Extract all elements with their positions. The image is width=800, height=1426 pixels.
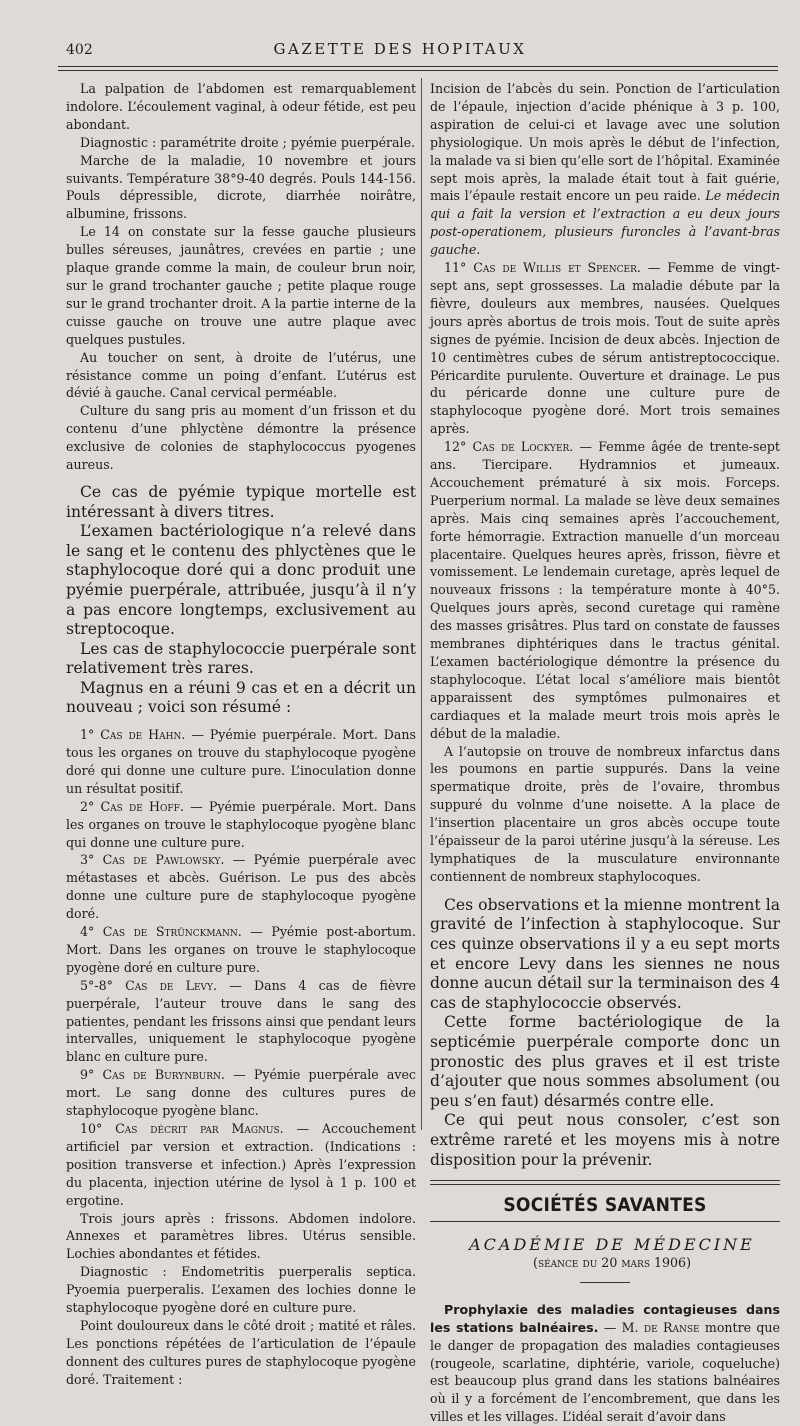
report-paragraph [430,1301,780,1426]
case-name: Cas de Levy. [125,977,217,993]
commentary-paragraph: L’examen bactériologique n’a relevé dans le sang et le contenu des phlyctènes que le staphylocoque doré qui a donc produit une pyémie puerpérale, attribuée, jusqu’à il n’y a pas encore longtemps, exclusivement au streptocoque. [66,522,416,639]
case-number: 4° [80,924,103,940]
commentary-paragraph: Ce qui peut nous consoler, c’est son extrême rareté et les moyens mis à notre disposition pour la prévenir. [430,1111,780,1169]
right-column [430,80,780,1426]
paragraph-text: Incision de l’abcès du sein. Ponction de l’articulation de l’épaule, injection d’acide phénique à 3 p. 100, aspiration de celui-ci et lavage avec une solution physiologique. Un mois après le début de l’infection, la malade va si bien qu’elle sort de l’hôpital. Examinée sept mois après, la malade était tout à fait guérie, mais l’épaule restait encore un peu raide. [430,81,780,204]
commentary-paragraph: Ces observations et la mienne montrent la gravité de l’infection à staphylocoque. Sur ces quinze observations il y a eu sept morts et encore Levy dans les siennes ne nous donne aucun détail sur la terminaison des 4 cas de staphylococcie observés. [430,895,780,1012]
case-text: — Pyémie puerpérale. Mort. Dans les organes on trouve le staphylocoque pyogène blanc qui donne une culture pure. [66,798,416,850]
case-name: Cas de Strünckmann. [102,924,242,940]
paragraph: Le 14 on constate sur la fesse gauche plusieurs bulles séreuses, jaunâtres, crevées en partie ; une plaque grande comme la main, de couleur brun noir, sur le grand trochanter gauche ; petite plaque rouge sur le grand trochanter droit. A la partie interne de la cuisse gauche on trouve une autre plaque avec quelques pustules. [66,224,416,347]
paren-open: ( [533,1254,538,1270]
report-dash: — M. [598,1319,644,1335]
commentary-paragraph: Cette forme bactériologique de la septicémie puerpérale comporte donc un pronostic des plus graves et il est triste d’ajouter que nous sommes absolument (ou peu s’en faut) désarmés contre elle. [430,1013,780,1110]
case-entry [430,438,780,742]
commentary-paragraph: Ce cas de pyémie typique mortelle est intéressant à divers titres. [66,482,416,521]
column-divider [421,78,422,1130]
case-entry [66,1120,416,1210]
left-column [66,80,416,1389]
commentary-paragraph: Les cas de staphylococcie puerpérale sont relativement très rares. [66,639,416,678]
paragraph: La palpation de l’abdomen est remarquablement indolore. L’écoulement vaginal, à odeur fétide, est peu abondant. [66,81,416,132]
case-entry [66,726,416,798]
case-name: Cas de Burynburn. [102,1067,225,1083]
case-number: 5°-8° [80,977,126,993]
commentary-paragraph: Magnus en a réuni 9 cas et en a décrit un nouveau ; voici son résumé : [66,678,416,717]
paragraph [430,80,780,259]
report-text: montre que le danger de propagation des maladies contagieuses (rougeole, scarlatine, diphtérie, variole, coqueluche) est beaucoup plus grand dans les stations balnéaires où il y a forcément de l’encombrement, que dans les villes et les villages. L’idéal serait d’avoir dans [430,1319,780,1425]
case-name: Cas de Pawlowsky. [102,852,225,868]
case-text: — Dans 4 cas de fièvre puerpérale, l’auteur trouve dans le sang des patientes, pendant les frissons ainsi que pendant leurs intervalles, uniquement le staphylocoque pyogène blanc en culture pure. [66,977,416,1065]
short-rule [580,1282,630,1283]
case-number: 3° [80,852,103,868]
paragraph: Diagnostic : Endometritis puerperalis septica. Pyoemia puerperalis. L’examen des lochies donne le staphylocoque pyogène doré en culture pure. [66,1264,416,1316]
journal-title: GAZETTE DES HOPITAUX [273,40,527,58]
paren-close: ) [686,1254,691,1270]
paragraph: Trois jours après : frissons. Abdomen indolore. Annexes et paramètres libres. Utérus sensible. Lochies abondantes et fétides. [66,1210,416,1262]
case-name: Cas de Willis et Spencer. [473,260,641,276]
case-name: Cas de Hahn. [100,727,186,743]
case-number: 1° [80,727,101,743]
case-number: 2° [80,798,101,814]
society-name: ACADÉMIE DE MÉDECINE [469,1235,755,1254]
case-number: 10° [80,1121,116,1136]
case-entry [66,1066,416,1120]
session-date-text: séance du 20 mars 1906 [537,1254,687,1270]
case-number: 12° [444,439,473,455]
paragraph: A l’autopsie on trouve de nombreux infarctus dans les poumons en partie suppurés. Dans la veine spermatique droite, près de l’ovaire, thrombus suppuré du volnme d’une noisette. A la place de l’insertion placentaire un gros abcès occupe toute l’épaisseur de la paroi utérine jusqu’à la séreuse. Les lymphatiques de la musculature environnante contiennent de nombreux staphylocoques. [430,743,780,884]
case-entry [66,977,416,1067]
case-name: Cas de Hoff. [100,798,184,814]
case-entry [66,923,416,977]
paragraph: Marche de la maladie, 10 novembre et jours suivants. Température 38°9-40 degrés. Pouls 144-156. Pouls dépressible, dicrote, diarrhée noirâtre, albumine, frissons. [66,152,416,222]
session-date [430,1254,780,1272]
case-text: — Pyémie post-abortum. Mort. Dans les organes on trouve le staphylocoque pyogène doré en culture pure. [66,924,416,975]
page-number: 402 [66,42,93,58]
paragraph: Au toucher on sent, à droite de l’utérus, une résistance comme un poing d’enfant. L’utérus est dévié à gauche. Canal cervical perméable. [66,349,416,401]
case-number: 9° [80,1067,103,1083]
report-title: Prophylaxie des maladies contagieuses dans les stations balnéaires. [430,1301,780,1335]
case-text: — Pyémie puerpérale. Mort. Dans tous les organes on trouve du staphylocoque pyogène doré qui donne une culture pure. L’inoculation donne un résultat positif. [66,727,416,796]
section-rule [430,1180,780,1185]
case-text: — Pyémie puerpérale avec mort. Le sang donne des cultures pures de staphylocoque pyogène blanc. [66,1067,416,1119]
case-text: — Accouchement artificiel par version et extraction. (Indications : position transverse et infection.) Après l’expression du placenta, injection utérine de lysol à 1 p. 100 et ergotine. [66,1121,416,1208]
section-title: SOCIÉTÉS SAVANTES [503,1194,707,1217]
paragraph: Point douloureux dans le côté droit ; matité et râles. Les ponctions répétées de l’articulation de l’épaule donnent des cultures pures de staphylocoque pyogène doré. Traitement : [66,1317,416,1387]
case-name: Cas de Lockyer. [472,439,574,455]
paragraph: Diagnostic : paramétrite droite ; pyémie puerpérale. [80,134,416,150]
case-text: — Femme âgée de trente-sept ans. Tiercipare. Hydramnios et jumeaux. Accouchement prématuré à six mois. Forceps. Puerperium normal. La malade se lève deux semaines après. Mais cinq semaines après l’accouchement, forte hémorragie. Extraction manuelle d’un morceau placentaire. Quelques heures après, frisson, fièvre et vomissement. Le lendemain curetage, après lequel de nouveaux frissons : la température monte à 40°5. Quelques jours après, second curetage qui ramène des masses grisâtres. Plus tard on constate de fausses membranes diphtériques dans le tractus génital. L’examen bactériologique démontre la présence du staphylocoque. L’état local s’améliore mais bientôt apparaissent des symptômes pulmonaires et cardiaques et la malade meurt trois mois après le début de la maladie. [430,439,780,741]
report-author: de Ranse [643,1319,700,1335]
italic-note: Le médecin qui a fait la version et l’extraction a eu deux jours post-operationem, plusieurs furoncles à l’avant-bras gauche. [430,188,781,258]
case-text: — Femme de vingt-sept ans, sept grossesses. La maladie débute par la fièvre, douleurs aux membres, nausées. Quelques jours après abortus de trois mois. Tout de suite après signes de pyémie. Incision de deux abcès. Injection de 10 centimètres cubes de sérum antistreptococcique. Péricardite purulente. Ouverture et drainage. Le pus du péricarde donne une culture pure de staphylocoque pyogène doré. Mort trois semaines après. [430,260,780,437]
header-rule-bottom [58,70,778,71]
case-entry [66,798,416,852]
case-text: — Pyémie puerpérale avec métastases et abcès. Guérison. Le pus des abcès donne une culture pure de staphylocoque pyogène doré. [66,852,416,922]
case-entry [430,259,780,438]
header-rule-top [58,66,778,67]
section-subrule [430,1221,780,1222]
case-name: Cas décrit par Magnus. [115,1121,284,1136]
case-number: 11° [444,260,474,276]
paragraph: Culture du sang pris au moment d’un frisson et du contenu d’une phlyctène démontre la présence exclusive de colonies de staphylococcus pyogenes aureus. [66,403,416,473]
case-entry [66,851,416,923]
